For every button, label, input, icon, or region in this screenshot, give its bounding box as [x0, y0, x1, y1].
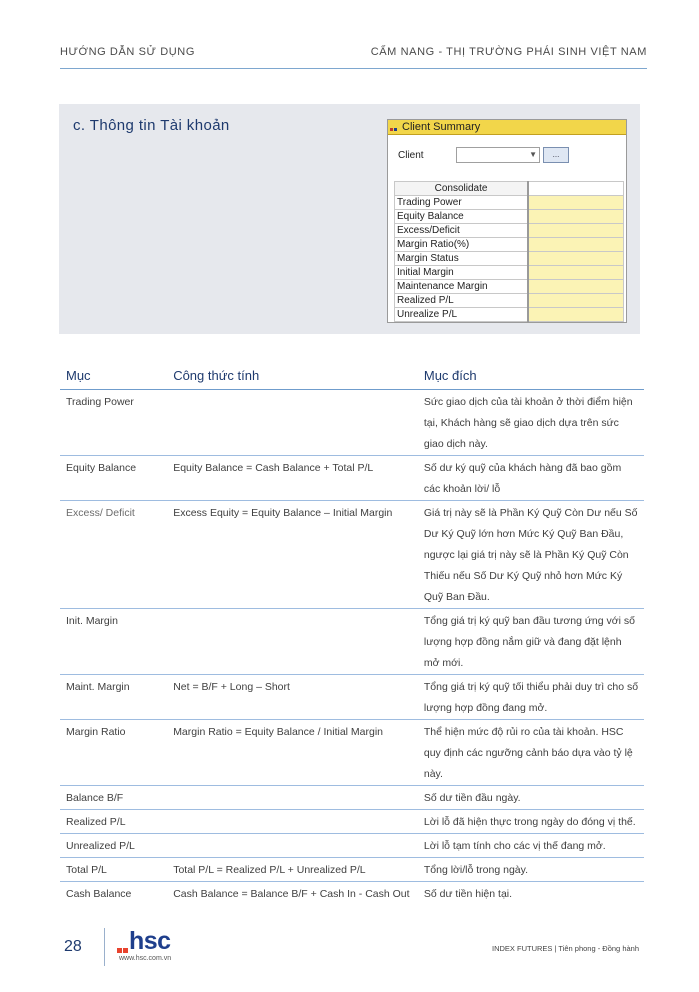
- row-purpose: Số dư ký quỹ của khách hàng đã bao gồm các khoản lời/ lỗ: [418, 456, 644, 501]
- column-header-item: Mục: [60, 367, 167, 390]
- summary-value: [528, 210, 624, 224]
- summary-value: [528, 308, 624, 322]
- row-formula: [167, 390, 418, 456]
- summary-row: [395, 196, 624, 210]
- row-purpose: Số dư tiền hiện tại.: [423, 888, 513, 900]
- table-row: [60, 675, 644, 720]
- table-row: [60, 456, 644, 501]
- row-purpose: Lời lỗ đã hiện thực trong ngày do đóng vị thế.: [418, 810, 644, 834]
- row-purpose: Lời lỗ tạm tính cho các vị thế đang mở.: [418, 834, 644, 858]
- summary-row: [395, 252, 624, 266]
- table-row: [60, 501, 644, 609]
- footer-tagline: INDEX FUTURES | Tiên phong - Đồng hành: [491, 944, 639, 953]
- consolidate-header: Consolidate: [395, 182, 529, 196]
- row-purpose: Thể hiện mức độ rủi ro của tài khoản. HSC quy định các ngưỡng cảnh báo dựa vào tỷ lệ này.: [418, 720, 644, 786]
- row-item: Init. Margin: [60, 609, 167, 675]
- summary-value: [528, 280, 624, 294]
- summary-value: [528, 252, 624, 266]
- client-summary-titlebar: [388, 120, 626, 135]
- row-purpose: Tổng lời/lỗ trong ngày.: [418, 858, 644, 882]
- page-number: 28: [64, 938, 82, 955]
- summary-value: [528, 266, 624, 280]
- client-summary-title: Client Summary: [402, 121, 481, 133]
- row-item: Trading Power: [60, 390, 167, 456]
- summary-label: Initial Margin: [395, 266, 529, 280]
- row-purpose: Sức giao dịch của tài khoản ở thời điểm hiện tại, Khách hàng sẽ giao dịch dựa trên sức giao dịch này.: [418, 390, 644, 456]
- row-item: Total P/L: [60, 858, 167, 882]
- client-lookup-button[interactable]: ...: [543, 147, 569, 163]
- row-formula: Total P/L = Realized P/L + Unrealized P/L: [167, 858, 418, 882]
- summary-row: [395, 294, 624, 308]
- account-info-panel: [59, 104, 640, 334]
- row-formula: [167, 834, 418, 858]
- summary-row: [395, 266, 624, 280]
- table-row: [60, 810, 644, 834]
- consolidate-header-row: [395, 182, 624, 196]
- header-left-title: HƯỚNG DẪN SỬ DỤNG: [60, 46, 195, 58]
- summary-label: Unrealize P/L: [395, 308, 529, 322]
- table-row: [60, 720, 644, 786]
- summary-row: [395, 238, 624, 252]
- summary-value: [528, 238, 624, 252]
- row-item: Unrealized P/L: [60, 834, 167, 858]
- logo-wordmark: hsc: [129, 927, 171, 955]
- chevron-down-icon: ▼: [529, 150, 537, 159]
- row-formula: Cash Balance = Balance B/F + Cash In - Cash Out: [173, 888, 410, 900]
- client-summary-window: [387, 119, 627, 323]
- table-row: [60, 858, 644, 882]
- summary-value: [528, 294, 624, 308]
- footer-divider: [104, 928, 105, 966]
- summary-label: Margin Ratio(%): [395, 238, 529, 252]
- summary-label: Equity Balance: [395, 210, 529, 224]
- table-row: [60, 390, 644, 456]
- client-label: Client: [398, 150, 424, 161]
- row-formula: Excess Equity = Equity Balance – Initial Margin: [167, 501, 418, 609]
- summary-row: [395, 308, 624, 322]
- row-formula: [167, 786, 418, 810]
- summary-label: Excess/Deficit: [395, 224, 529, 238]
- row-item: Excess/ Deficit: [60, 501, 167, 609]
- row-purpose: Tổng giá trị ký quỹ ban đầu tương ứng với số lượng hợp đồng nắm giữ và đang đặt lệnh mở mới.: [418, 609, 644, 675]
- header-right-title: CẨM NANG - THỊ TRƯỜNG PHÁI SINH VIỆT NAM: [370, 46, 647, 58]
- summary-label: Trading Power: [395, 196, 529, 210]
- row-item: Margin Ratio: [60, 720, 167, 786]
- table-row: [60, 609, 644, 675]
- row-formula: Net = B/F + Long – Short: [167, 675, 418, 720]
- summary-value: [528, 224, 624, 238]
- summary-row: [395, 224, 624, 238]
- table-row: [60, 882, 644, 906]
- column-header-formula: Công thức tính: [167, 367, 418, 390]
- summary-value: [528, 196, 624, 210]
- row-purpose: Giá trị này sẽ là Phần Ký Quỹ Còn Dư nếu Số Dư Ký Quỹ lớn hơn Mức Ký Quỹ Ban Đầu, ngược lại giá trị này sẽ là Phần Ký Quỹ Còn Thiếu nếu Số Dư Ký Quỹ nhỏ hơn Mức Ký Quỹ Ban Đầu.: [418, 501, 644, 609]
- row-formula: [167, 810, 418, 834]
- row-item: Realized P/L: [60, 810, 167, 834]
- section-title: c. Thông tin Tài khoản: [73, 117, 230, 134]
- row-purpose: Số dư tiền đầu ngày.: [418, 786, 644, 810]
- logo-url: www.hsc.com.vn: [119, 955, 172, 962]
- row-formula: [167, 609, 418, 675]
- client-summary-table: [394, 181, 624, 322]
- page-header: [60, 46, 647, 69]
- table-row: [60, 834, 644, 858]
- row-item: Cash Balance: [66, 888, 132, 900]
- table-header-row: [60, 367, 644, 390]
- summary-label: Margin Status: [395, 252, 529, 266]
- row-formula: Equity Balance = Cash Balance + Total P/L: [167, 456, 418, 501]
- client-select[interactable]: [456, 147, 540, 163]
- row-item: Equity Balance: [60, 456, 167, 501]
- table-row: [60, 786, 644, 810]
- summary-row: [395, 280, 624, 294]
- row-purpose: Tổng giá trị ký quỹ tối thiểu phải duy trì cho số lượng hợp đồng đang mở.: [418, 675, 644, 720]
- summary-label: Maintenance Margin: [395, 280, 529, 294]
- definitions-table: [60, 367, 644, 905]
- logo-dots-icon: [117, 948, 129, 954]
- column-header-purpose: Mục đích: [418, 367, 644, 390]
- row-item: Maint. Margin: [60, 675, 167, 720]
- row-formula: Margin Ratio = Equity Balance / Initial Margin: [167, 720, 418, 786]
- app-icon: [390, 124, 398, 131]
- row-item: Balance B/F: [60, 786, 167, 810]
- summary-label: Realized P/L: [395, 294, 529, 308]
- summary-row: [395, 210, 624, 224]
